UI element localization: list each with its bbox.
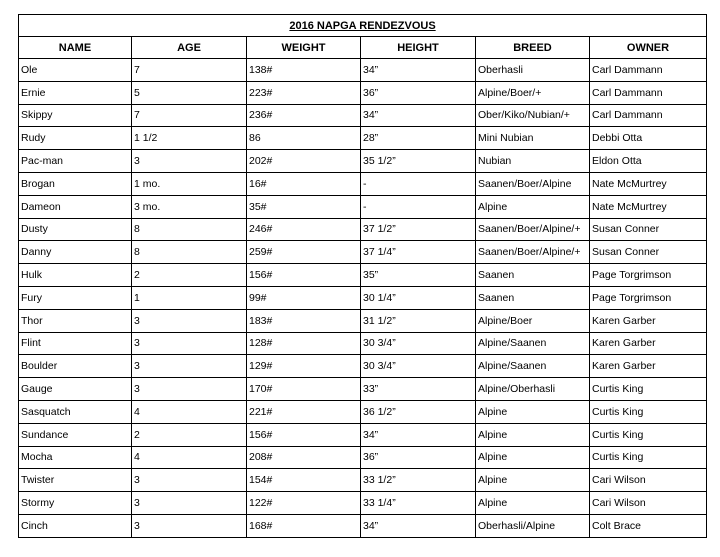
table-row xyxy=(19,469,707,492)
cell-height: 36” xyxy=(361,446,476,469)
cell-owner: Cari Wilson xyxy=(590,469,707,492)
cell-breed: Alpine/Saanen xyxy=(476,355,590,378)
table-row xyxy=(19,514,707,537)
header-breed: BREED xyxy=(476,37,590,59)
cell-name: Hulk xyxy=(19,264,132,287)
cell-age: 8 xyxy=(132,218,247,241)
cell-weight: 223# xyxy=(247,81,361,104)
cell-age: 3 xyxy=(132,492,247,515)
cell-height: 35” xyxy=(361,264,476,287)
cell-name: Brogan xyxy=(19,172,132,195)
cell-owner: Colt Brace xyxy=(590,514,707,537)
cell-owner: Debbi Otta xyxy=(590,127,707,150)
cell-age: 2 xyxy=(132,423,247,446)
cell-height: 34” xyxy=(361,423,476,446)
cell-breed: Saanen xyxy=(476,286,590,309)
table-row xyxy=(19,264,707,287)
cell-weight: 129# xyxy=(247,355,361,378)
cell-name: Stormy xyxy=(19,492,132,515)
cell-breed: Alpine xyxy=(476,423,590,446)
cell-height: 28” xyxy=(361,127,476,150)
table-row xyxy=(19,446,707,469)
cell-owner: Karen Garber xyxy=(590,332,707,355)
cell-height: 33” xyxy=(361,378,476,401)
cell-height: 30 3/4” xyxy=(361,355,476,378)
cell-height: 35 1/2” xyxy=(361,150,476,173)
cell-weight: 35# xyxy=(247,195,361,218)
cell-breed: Saanen/Boer/Alpine/+ xyxy=(476,218,590,241)
cell-owner: Nate McMurtrey xyxy=(590,172,707,195)
cell-owner: Nate McMurtrey xyxy=(590,195,707,218)
cell-age: 3 xyxy=(132,469,247,492)
cell-age: 3 xyxy=(132,355,247,378)
table-header-row xyxy=(19,37,707,59)
cell-owner: Page Torgrimson xyxy=(590,286,707,309)
cell-age: 3 xyxy=(132,150,247,173)
cell-age: 7 xyxy=(132,59,247,82)
cell-age: 3 xyxy=(132,309,247,332)
cell-name: Cinch xyxy=(19,514,132,537)
cell-breed: Oberhasli/Alpine xyxy=(476,514,590,537)
cell-breed: Alpine xyxy=(476,446,590,469)
cell-name: Ernie xyxy=(19,81,132,104)
cell-age: 3 xyxy=(132,378,247,401)
cell-breed: Oberhasli xyxy=(476,59,590,82)
header-name: NAME xyxy=(19,37,132,59)
cell-breed: Alpine/Saanen xyxy=(476,332,590,355)
cell-height: 37 1/4” xyxy=(361,241,476,264)
table-row xyxy=(19,104,707,127)
table-row xyxy=(19,59,707,82)
cell-breed: Ober/Kiko/Nubian/+ xyxy=(476,104,590,127)
cell-height: - xyxy=(361,172,476,195)
cell-weight: 168# xyxy=(247,514,361,537)
cell-breed: Nubian xyxy=(476,150,590,173)
table-row xyxy=(19,81,707,104)
cell-name: Fury xyxy=(19,286,132,309)
cell-age: 1 xyxy=(132,286,247,309)
cell-height: 37 1/2” xyxy=(361,218,476,241)
cell-owner: Susan Conner xyxy=(590,218,707,241)
cell-height: 34” xyxy=(361,514,476,537)
table-title-row xyxy=(19,15,707,37)
cell-owner: Carl Dammann xyxy=(590,59,707,82)
table-row xyxy=(19,172,707,195)
cell-weight: 202# xyxy=(247,150,361,173)
cell-height: 31 1/2” xyxy=(361,309,476,332)
cell-height: 33 1/4” xyxy=(361,492,476,515)
cell-name: Rudy xyxy=(19,127,132,150)
table-row xyxy=(19,378,707,401)
cell-weight: 128# xyxy=(247,332,361,355)
cell-owner: Susan Conner xyxy=(590,241,707,264)
table-row xyxy=(19,309,707,332)
cell-weight: 170# xyxy=(247,378,361,401)
cell-name: Danny xyxy=(19,241,132,264)
cell-age: 4 xyxy=(132,446,247,469)
table-row xyxy=(19,195,707,218)
cell-breed: Saanen/Boer/Alpine xyxy=(476,172,590,195)
cell-name: Twister xyxy=(19,469,132,492)
cell-weight: 138# xyxy=(247,59,361,82)
cell-age: 3 mo. xyxy=(132,195,247,218)
cell-name: Boulder xyxy=(19,355,132,378)
table-row xyxy=(19,355,707,378)
cell-height: 36” xyxy=(361,81,476,104)
cell-height: 34” xyxy=(361,59,476,82)
cell-weight: 183# xyxy=(247,309,361,332)
cell-owner: Curtis King xyxy=(590,378,707,401)
table-row xyxy=(19,286,707,309)
cell-weight: 236# xyxy=(247,104,361,127)
cell-breed: Saanen xyxy=(476,264,590,287)
cell-age: 5 xyxy=(132,81,247,104)
cell-weight: 156# xyxy=(247,264,361,287)
cell-name: Pac-man xyxy=(19,150,132,173)
cell-age: 8 xyxy=(132,241,247,264)
header-weight: WEIGHT xyxy=(247,37,361,59)
cell-name: Sasquatch xyxy=(19,400,132,423)
cell-breed: Mini Nubian xyxy=(476,127,590,150)
cell-breed: Alpine xyxy=(476,492,590,515)
cell-breed: Alpine/Oberhasli xyxy=(476,378,590,401)
cell-weight: 86 xyxy=(247,127,361,150)
table-row xyxy=(19,492,707,515)
table-row xyxy=(19,400,707,423)
header-age: AGE xyxy=(132,37,247,59)
cell-weight: 99# xyxy=(247,286,361,309)
table-title: 2016 NAPGA RENDEZVOUS xyxy=(19,15,707,37)
cell-owner: Curtis King xyxy=(590,446,707,469)
cell-height: 36 1/2” xyxy=(361,400,476,423)
cell-owner: Karen Garber xyxy=(590,355,707,378)
header-owner: OWNER xyxy=(590,37,707,59)
cell-age: 4 xyxy=(132,400,247,423)
cell-owner: Page Torgrimson xyxy=(590,264,707,287)
cell-owner: Eldon Otta xyxy=(590,150,707,173)
table-row xyxy=(19,218,707,241)
table-row xyxy=(19,150,707,173)
cell-owner: Carl Dammann xyxy=(590,81,707,104)
cell-owner: Cari Wilson xyxy=(590,492,707,515)
cell-name: Dusty xyxy=(19,218,132,241)
cell-name: Mocha xyxy=(19,446,132,469)
cell-age: 3 xyxy=(132,332,247,355)
cell-breed: Alpine/Boer/+ xyxy=(476,81,590,104)
cell-owner: Carl Dammann xyxy=(590,104,707,127)
cell-age: 2 xyxy=(132,264,247,287)
cell-age: 7 xyxy=(132,104,247,127)
cell-height: - xyxy=(361,195,476,218)
cell-breed: Alpine xyxy=(476,400,590,423)
cell-owner: Curtis King xyxy=(590,423,707,446)
cell-height: 34” xyxy=(361,104,476,127)
cell-name: Flint xyxy=(19,332,132,355)
table-row xyxy=(19,241,707,264)
cell-breed: Alpine xyxy=(476,195,590,218)
cell-name: Skippy xyxy=(19,104,132,127)
cell-weight: 122# xyxy=(247,492,361,515)
cell-breed: Alpine xyxy=(476,469,590,492)
cell-weight: 16# xyxy=(247,172,361,195)
header-height: HEIGHT xyxy=(361,37,476,59)
cell-name: Sundance xyxy=(19,423,132,446)
cell-name: Thor xyxy=(19,309,132,332)
cell-breed: Saanen/Boer/Alpine/+ xyxy=(476,241,590,264)
table-row xyxy=(19,127,707,150)
cell-weight: 156# xyxy=(247,423,361,446)
cell-weight: 259# xyxy=(247,241,361,264)
cell-height: 33 1/2” xyxy=(361,469,476,492)
table-row xyxy=(19,332,707,355)
cell-weight: 246# xyxy=(247,218,361,241)
cell-owner: Curtis King xyxy=(590,400,707,423)
table-row xyxy=(19,423,707,446)
cell-height: 30 1/4” xyxy=(361,286,476,309)
cell-age: 1 1/2 xyxy=(132,127,247,150)
cell-weight: 154# xyxy=(247,469,361,492)
cell-weight: 208# xyxy=(247,446,361,469)
cell-breed: Alpine/Boer xyxy=(476,309,590,332)
cell-name: Dameon xyxy=(19,195,132,218)
cell-name: Ole xyxy=(19,59,132,82)
cell-name: Gauge xyxy=(19,378,132,401)
cell-weight: 221# xyxy=(247,400,361,423)
goat-roster-table xyxy=(18,14,707,538)
cell-owner: Karen Garber xyxy=(590,309,707,332)
cell-height: 30 3/4” xyxy=(361,332,476,355)
cell-age: 1 mo. xyxy=(132,172,247,195)
cell-age: 3 xyxy=(132,514,247,537)
